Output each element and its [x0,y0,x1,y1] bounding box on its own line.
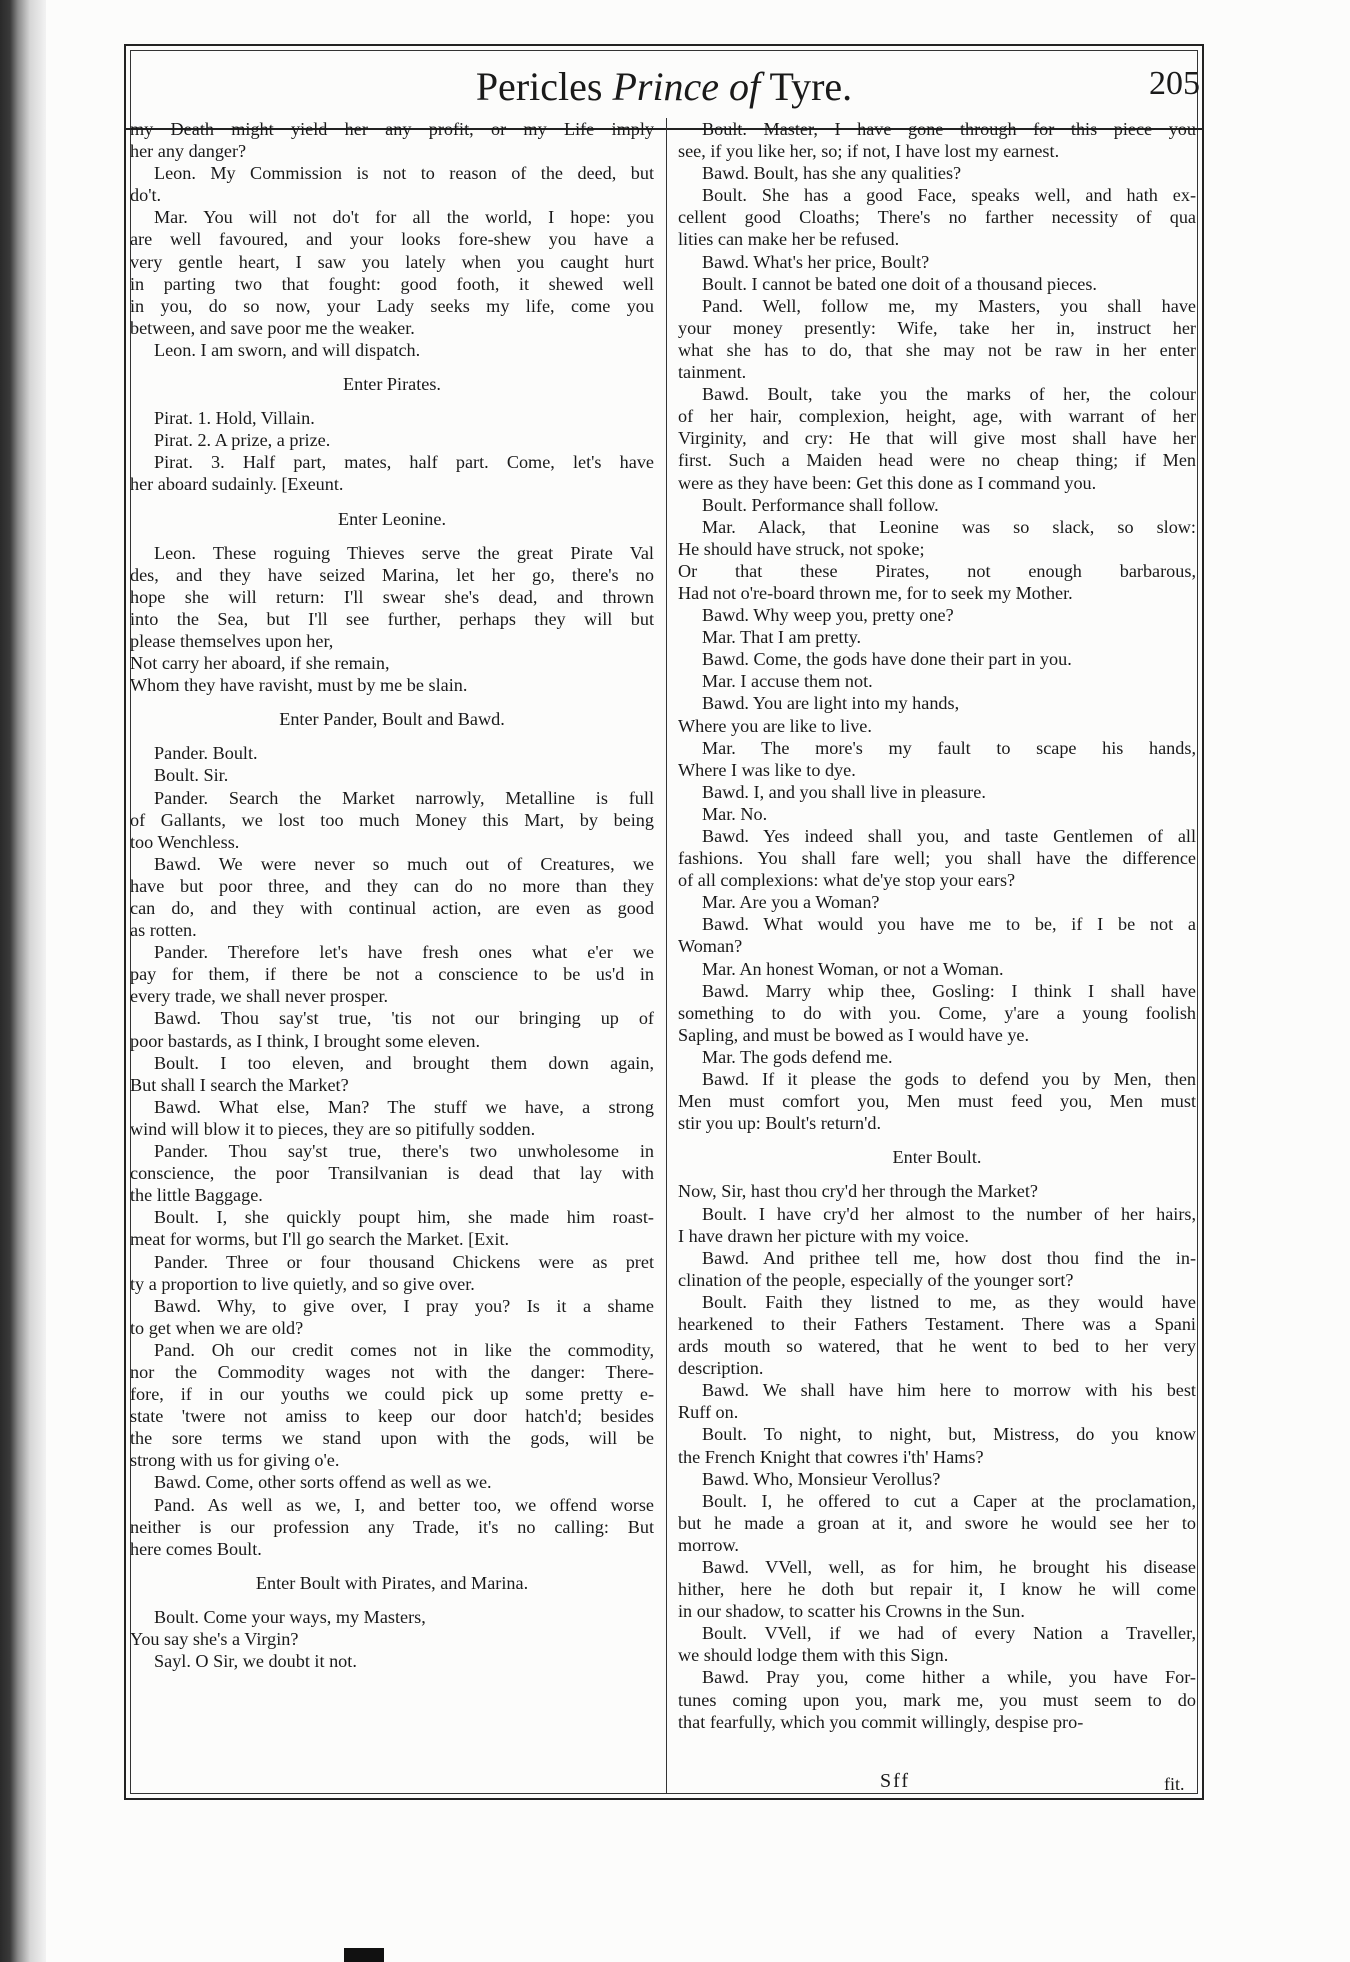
text-line: in parting two that fought: good footh, it shewed well [130,273,654,294]
text-line: Pand. Oh our credit comes not in like the commodity, [154,1339,654,1360]
stage-direction: Enter Pander, Boult and Bawd. [279,709,505,730]
text-line: in our shadow, to scatter his Crowns in the Sun. [678,1601,1025,1622]
text-line: Pirat. 3. Half part, mates, half part. Come, let's have [154,452,654,473]
text-line: Mar. Are you a Woman? [702,892,880,913]
text-line: Boult. Faith they listned to me, as they would have [702,1291,1196,1312]
blank-line [130,696,654,708]
text-line: Leon. These roguing Thieves serve the great Pirate Val [154,542,654,563]
left-text-column [130,118,654,1672]
text-line: Pirat. 1. Hold, Villain. [154,408,315,429]
text-line: Had not o're-board thrown me, for to seek my Mother. [678,582,1073,603]
text-line: Boult. She has a good Face, speaks well, and hath ex- [702,185,1196,206]
text-line: Bawd. You are light into my hands, [702,693,960,714]
text-line: to get when we are old? [130,1317,304,1338]
text-line: Bawd. Come, other sorts offend as well as we. [154,1472,492,1493]
catchword: fit. [1164,1774,1185,1794]
text-line: description. [678,1358,764,1379]
text-line: Bawd. VVell, well, as for him, he brought his disease [702,1557,1196,1577]
text-line: Mar. I accuse them not. [702,671,873,692]
title-italic: Prince of [612,64,761,109]
text-line: Pand. Well, follow me, my Masters, you shall have [702,295,1196,316]
text-line: Bawd. Why weep you, pretty one? [702,605,954,626]
text-line: Sayl. O Sir, we doubt it not. [154,1651,357,1672]
text-line: clination of the people, especially of the younger sort? [678,1269,1074,1290]
signature-mark: Sff [880,1770,911,1792]
text-line: Pander. Boult. [154,743,258,764]
text-line: do't. [130,185,162,206]
text-line: here comes Boult. [130,1538,262,1559]
text-line: we should lodge them with this Sign. [678,1645,949,1666]
text-line: fashions. You shall fare well; you shall have the difference [678,848,1196,869]
text-line: tunes coming upon you, mark me, you must seem to do [678,1689,1196,1710]
text-line: You say she's a Virgin? [130,1629,299,1649]
text-line: Boult. Master, I have gone through for this piece you [702,119,1196,139]
text-line: Bawd. Marry whip thee, Gosling: I think I shall have [702,980,1196,1001]
text-line: Mar. No. [702,803,768,824]
text-line: Mar. The gods defend me. [702,1046,893,1067]
blank-line [678,1134,1196,1146]
stage-direction: Enter Boult with Pirates, and Marina. [255,1572,529,1593]
text-line: Bawd. Thou say'st true, 'tis not our bringing up of [154,1008,654,1029]
text-line: something to do with you. Come, y'are a young foolish [678,1002,1196,1023]
text-line: Boult. VVell, if we had of every Nation a Traveller, [702,1623,1196,1644]
text-line: Boult. I have cry'd her almost to the number of her hairs, [702,1203,1196,1224]
blank-line [678,1168,1196,1180]
text-line: hither, here he doth but repair it, I know he will come [678,1579,1196,1600]
text-line: Sapling, and must be bowed as I would have ye. [678,1024,1030,1045]
text-line: very gentle heart, I saw you lately when you caught hurt [130,251,654,272]
text-line: the sore terms we stand upon with the gods, will be [130,1428,654,1449]
text-line: neither is our profession any Trade, it's no calling: But [130,1516,654,1537]
scan-artifact [344,1948,384,1962]
text-line: meat for worms, but I'll go search the Market. [Exit. [130,1229,510,1250]
text-line: Bawd. What else, Man? The stuff we have, a strong [154,1096,654,1117]
text-line: morrow. [678,1534,739,1555]
text-line: nor the Commodity wages not with the danger: There- [130,1361,654,1382]
text-line: have but poor three, and they can do no more than they [130,875,654,896]
text-line: Leon. My Commission is not to reason of the deed, but [154,163,654,184]
text-line: hearkened to their Fathers Testament. There was a Spani [678,1313,1196,1334]
text-line: can do, and they with continual action, are even as good [130,898,654,918]
text-line: Pander. Thou say'st true, there's two unwholesome in [154,1141,654,1162]
text-line: every trade, we shall never prosper. [130,986,389,1007]
right-text-column [678,118,1196,1733]
text-line: Bawd. Why, to give over, I pray you? Is it a shame [154,1295,654,1316]
text-line: Bawd. I, and you shall live in pleasure. [702,781,986,802]
text-line: are well favoured, and your looks fore-shew you have a [130,229,654,250]
text-line: too Wenchless. [130,831,240,852]
text-line: state 'twere not amiss to keep our door hatch'd; besides [130,1406,654,1427]
text-line: fore, if in our youths we could pick up some pretty e- [130,1384,654,1405]
text-line: but he made a groan at it, and swore he would see her to [678,1512,1196,1533]
blank-line [130,730,654,742]
text-line: cellent good Cloaths; There's no farther necessity of qua [678,207,1196,228]
title-plain: Pericles [475,64,613,109]
text-line: Mar. You will not do't for all the world, I hope: you [154,207,654,228]
text-line: conscience, the poor Transilvanian is dead that lay with [130,1163,654,1184]
text-line: between, and save poor me the weaker. [130,317,415,338]
book-gutter-shadow [0,0,46,1962]
text-line: Bawd. We were never so much out of Creatures, we [154,853,654,874]
text-line: Mar. An honest Woman, or not a Woman. [702,958,1004,979]
running-title [126,52,1202,122]
text-line: your money presently: Wife, take her in, instruct her [678,317,1196,338]
text-line: tainment. [678,362,747,383]
text-line: Bawd. We shall have him here to morrow with his best [702,1380,1196,1401]
text-line: Boult. Sir. [154,765,229,786]
text-line: ards mouth so watered, that he went to bed to her very [678,1336,1196,1357]
text-line: of her hair, complexion, height, age, with warrant of her [678,406,1196,427]
text-line: see, if you like her, so; if not, I have lost my earnest. [678,141,1060,162]
text-line: Where I was like to dye. [678,759,856,780]
text-line: in you, do so now, your Lady seeks my life, come you [130,295,654,316]
text-line: Bawd. Boult, take you the marks of her, the colour [702,384,1196,405]
text-line: the little Baggage. [130,1185,263,1206]
text-line: Virginity, and cry: He that will give most shall have her [678,428,1196,449]
text-line: Not carry her aboard, if she remain, [130,653,390,674]
text-line: Boult. I cannot be bated one doit of a thousand pieces. [702,273,1097,294]
text-line: Bawd. Yes indeed shall you, and taste Gentlemen of all [702,826,1196,846]
text-line: Mar. Alack, that Leonine was so slack, so slow: [702,516,1196,537]
title-end: Tyre. [760,64,853,109]
text-line: stir you up: Boult's return'd. [678,1113,882,1134]
text-line: her any danger? [130,141,247,162]
text-line: Now, Sir, hast thou cry'd her through the Market? [678,1181,1038,1202]
text-line: Woman? [678,936,743,957]
text-line: my Death might yield her any profit, or my Life imply [130,119,654,139]
text-line: But shall I search the Market? [130,1074,349,1095]
text-line: Bawd. What would you have me to be, if I be not a [702,914,1196,935]
stage-direction: Enter Boult. [892,1147,982,1168]
text-line: lities can make her be refused. [678,229,900,250]
text-line: as rotten. [130,920,197,941]
text-line: Boult. To night, to night, but, Mistress, do you know [702,1424,1196,1445]
text-line: were as they have been: Get this done as I command you. [678,472,1097,493]
text-line: Ruff on. [678,1402,739,1423]
text-line: her aboard sudainly. [Exeunt. [130,474,344,495]
blank-line [130,361,654,373]
text-line: Bawd. What's her price, Boult? [702,251,930,272]
blank-line [130,496,654,508]
text-line: des, and they have seized Marina, let her go, there's no [130,564,654,585]
text-line: hope she will return: I'll swear she's dead, and thrown [130,586,654,607]
text-line: ty a proportion to live quietly, and so give over. [130,1273,475,1294]
text-line: Leon. I am sworn, and will dispatch. [154,339,421,360]
page-number: 205 [1149,65,1200,102]
blank-line [130,395,654,407]
blank-line [130,1560,654,1572]
text-line: that fearfully, which you commit willingly, despise pro- [678,1711,1084,1732]
text-line: Boult. Come your ways, my Masters, [154,1606,426,1627]
text-line: Pander. Therefore let's have fresh ones what e'er we [154,942,654,963]
text-line: Boult. I too eleven, and brought them down again, [154,1052,654,1073]
blank-line [130,1594,654,1606]
text-line: the French Knight that cowres i'th' Hams? [678,1446,984,1467]
text-line: strong with us for giving o'e. [130,1450,340,1471]
text-line: He should have struck, not spoke; [678,538,925,559]
text-line: Bawd. If it please the gods to defend you by Men, then [702,1069,1196,1090]
text-line: Mar. The more's my fault to scape his hands, [702,737,1196,758]
text-line: Boult. I, she quickly poupt him, she made him roast- [154,1207,654,1228]
stage-direction: Enter Pirates. [343,374,441,395]
text-line: Men must comfort you, Men must feed you, Men must [678,1091,1196,1112]
text-line: Bawd. Pray you, come hither a while, you have For- [702,1667,1196,1688]
stage-direction: Enter Leonine. [337,508,447,529]
text-line: Pand. As well as we, I, and better too, we offend worse [154,1494,654,1515]
text-line: Boult. Performance shall follow. [702,494,939,515]
text-line: into the Sea, but I'll see further, perhaps they will but [130,608,654,629]
text-line: first. Such a Maiden head were no cheap thing; if Men [678,450,1196,471]
text-line: Bawd. And prithee tell me, how dost thou find the in- [702,1247,1196,1268]
text-line: wind will blow it to pieces, they are so pitifully sodden. [130,1118,536,1139]
text-line: Where you are like to live. [678,715,872,736]
blank-line [130,530,654,542]
text-line: Whom they have ravisht, must by me be slain. [130,675,468,696]
text-line: I have drawn her picture with my voice. [678,1225,969,1246]
column-divider [666,118,667,1793]
text-line: Boult. I, he offered to cut a Caper at the proclamation, [702,1490,1196,1511]
text-line: Or that these Pirates, not enough barbarous, [678,560,1196,581]
text-line: Pander. Three or four thousand Chickens were as pret [154,1251,654,1272]
text-line: pay for them, if there be not a conscience to be us'd in [130,964,654,985]
text-line: poor bastards, as I think, I brought some eleven. [130,1030,481,1051]
text-line: Mar. That I am pretty. [702,627,862,648]
text-line: what she has to do, that she may not be raw in her enter [678,339,1196,360]
text-line: please themselves upon her, [130,630,334,651]
text-line: of Gallants, we lost too much Money this Mart, by being [130,809,654,830]
text-line: Bawd. Come, the gods have done their part in you. [702,649,1072,670]
text-line: Bawd. Boult, has she any qualities? [702,163,962,184]
text-line: Pirat. 2. A prize, a prize. [154,430,331,451]
text-line: of all complexions: what de'ye stop your ears? [678,870,1016,891]
text-line: Pander. Search the Market narrowly, Metalline is full [154,787,654,808]
text-line: Bawd. Who, Monsieur Verollus? [702,1468,941,1489]
